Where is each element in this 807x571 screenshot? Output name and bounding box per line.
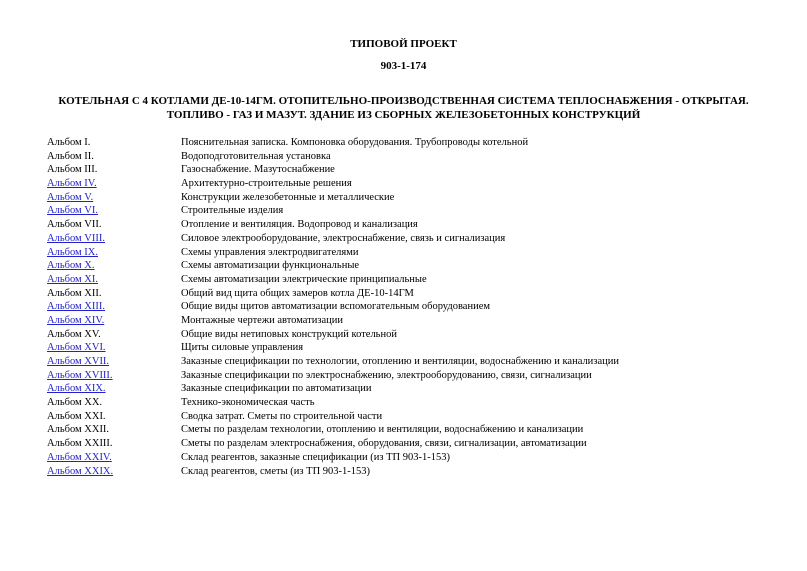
album-description: Технико-экономическая часть (181, 397, 315, 409)
album-label: Альбом XX. (47, 397, 103, 409)
album-description: Схемы автоматизации электрические принципиальные (181, 273, 427, 285)
album-link[interactable]: Альбом XVIII. (47, 369, 113, 381)
album-description: Схемы автоматизации функциональные (181, 260, 360, 272)
album-link[interactable]: Альбом XIII. (47, 301, 105, 313)
album-row (47, 259, 767, 273)
project-code-heading: 903-1-174 (380, 60, 427, 72)
album-description: Общие виды нетиповых конструкций котельной (181, 328, 397, 340)
album-link[interactable]: Альбом V. (47, 191, 94, 203)
album-description: Общие виды щитов автоматизации вспомогательным оборудованием (181, 301, 491, 313)
album-description: Заказные спецификации по электроснабжению, электрооборудованию, связи, сигнализации (181, 369, 592, 381)
album-description: Строительные изделия (181, 205, 284, 217)
album-label: Альбом XV. (47, 328, 101, 340)
album-link[interactable]: Альбом X. (47, 260, 95, 272)
document-type-heading: ТИПОВОЙ ПРОЕКТ (350, 38, 457, 50)
album-label: Альбом VII. (47, 219, 102, 231)
album-description: Общий вид щита общих замеров котла ДЕ-10-14ГМ (181, 287, 414, 299)
album-link[interactable]: Альбом IV. (47, 178, 97, 190)
album-row (47, 451, 767, 465)
album-row (47, 177, 767, 191)
album-description: Отопление и вентиляция. Водопровод и канализация (181, 219, 418, 231)
album-description: Сметы по разделам технологии, отоплению и вентиляции, водоснабжению и канализации (181, 424, 584, 436)
album-row (47, 465, 767, 479)
album-row (47, 218, 767, 232)
album-label: Альбом XXI. (47, 410, 106, 422)
album-label: Альбом II. (47, 150, 94, 162)
album-description: Склад реагентов, сметы (из ТП 903-1-153) (181, 465, 371, 477)
album-row (47, 150, 767, 164)
album-label: Альбом III. (47, 164, 98, 176)
album-link[interactable]: Альбом XIX. (47, 383, 106, 395)
album-link[interactable]: Альбом VIII. (47, 232, 105, 244)
album-row (47, 163, 767, 177)
album-description: Монтажные чертежи автоматизации (181, 314, 344, 326)
album-link[interactable]: Альбом IX. (47, 246, 98, 258)
album-row (47, 246, 767, 260)
album-row (47, 287, 767, 301)
album-link[interactable]: Альбом XI. (47, 273, 98, 285)
album-row (47, 273, 767, 287)
album-row (47, 136, 767, 150)
album-description: Заказные спецификации по автоматизации (181, 383, 372, 395)
album-label: Альбом XXIII. (47, 438, 113, 450)
album-description: Сметы по разделам электроснабжения, оборудования, связи, сигнализации, автоматизации (181, 438, 587, 450)
album-row (47, 300, 767, 314)
album-description: Газоснабжение. Мазутоснабжение (181, 164, 335, 176)
album-row (47, 341, 767, 355)
album-description: Водоподготовительная установка (181, 150, 331, 162)
album-label: Альбом XXII. (47, 424, 110, 436)
album-description: Щиты силовые управления (181, 342, 304, 354)
project-title-line-2: ТОПЛИВО - ГАЗ И МАЗУТ. ЗДАНИЕ ИЗ СБОРНЫХ ЖЕЛЕЗОБЕТОННЫХ КОНСТРУКЦИЙ (166, 109, 641, 121)
album-description: Силовое электрооборудование, электроснабжение, связь и сигнализация (181, 232, 506, 244)
album-description: Пояснительная записка. Компоновка оборудования. Трубопроводы котельной (181, 137, 529, 148)
album-row (47, 382, 767, 396)
album-row (47, 355, 767, 369)
album-list (47, 136, 767, 478)
album-link[interactable]: Альбом XXIX. (47, 465, 114, 477)
album-row (47, 369, 767, 383)
album-link[interactable]: Альбом XVII. (47, 356, 110, 367)
album-link[interactable]: Альбом XIV. (47, 314, 105, 326)
album-row (47, 328, 767, 342)
album-description: Конструкции железобетонные и металлические (181, 191, 395, 203)
album-row (47, 410, 767, 424)
album-description: Схемы управления электродвигателями (181, 246, 359, 258)
album-row (47, 232, 767, 246)
album-row (47, 204, 767, 218)
album-label: Альбом I. (47, 137, 91, 148)
album-description: Сводка затрат. Сметы по строительной части (181, 410, 383, 422)
album-row (47, 396, 767, 410)
album-description: Заказные спецификации по технологии, отоплению и вентиляции, водоснабжению и канализации (181, 356, 619, 367)
album-link[interactable]: Альбом XXIV. (47, 451, 112, 463)
album-description: Архитектурно-строительные решения (181, 178, 352, 190)
album-row (47, 423, 767, 437)
album-row (47, 191, 767, 205)
album-description: Склад реагентов, заказные спецификации (из ТП 903-1-153) (181, 451, 450, 463)
project-title-line-1: КОТЕЛЬНАЯ С 4 КОТЛАМИ ДЕ-10-14ГМ. ОТОПИТЕЛЬНО-ПРОИЗВОДСТВЕННАЯ СИСТЕМА ТЕПЛОСНАБЖЕНИЯ - ОТКРЫТАЯ. (58, 95, 749, 107)
album-row (47, 437, 767, 451)
album-link[interactable]: Альбом XVI. (47, 342, 106, 354)
album-label: Альбом XII. (47, 287, 102, 299)
album-row (47, 314, 767, 328)
album-link[interactable]: Альбом VI. (47, 205, 98, 217)
